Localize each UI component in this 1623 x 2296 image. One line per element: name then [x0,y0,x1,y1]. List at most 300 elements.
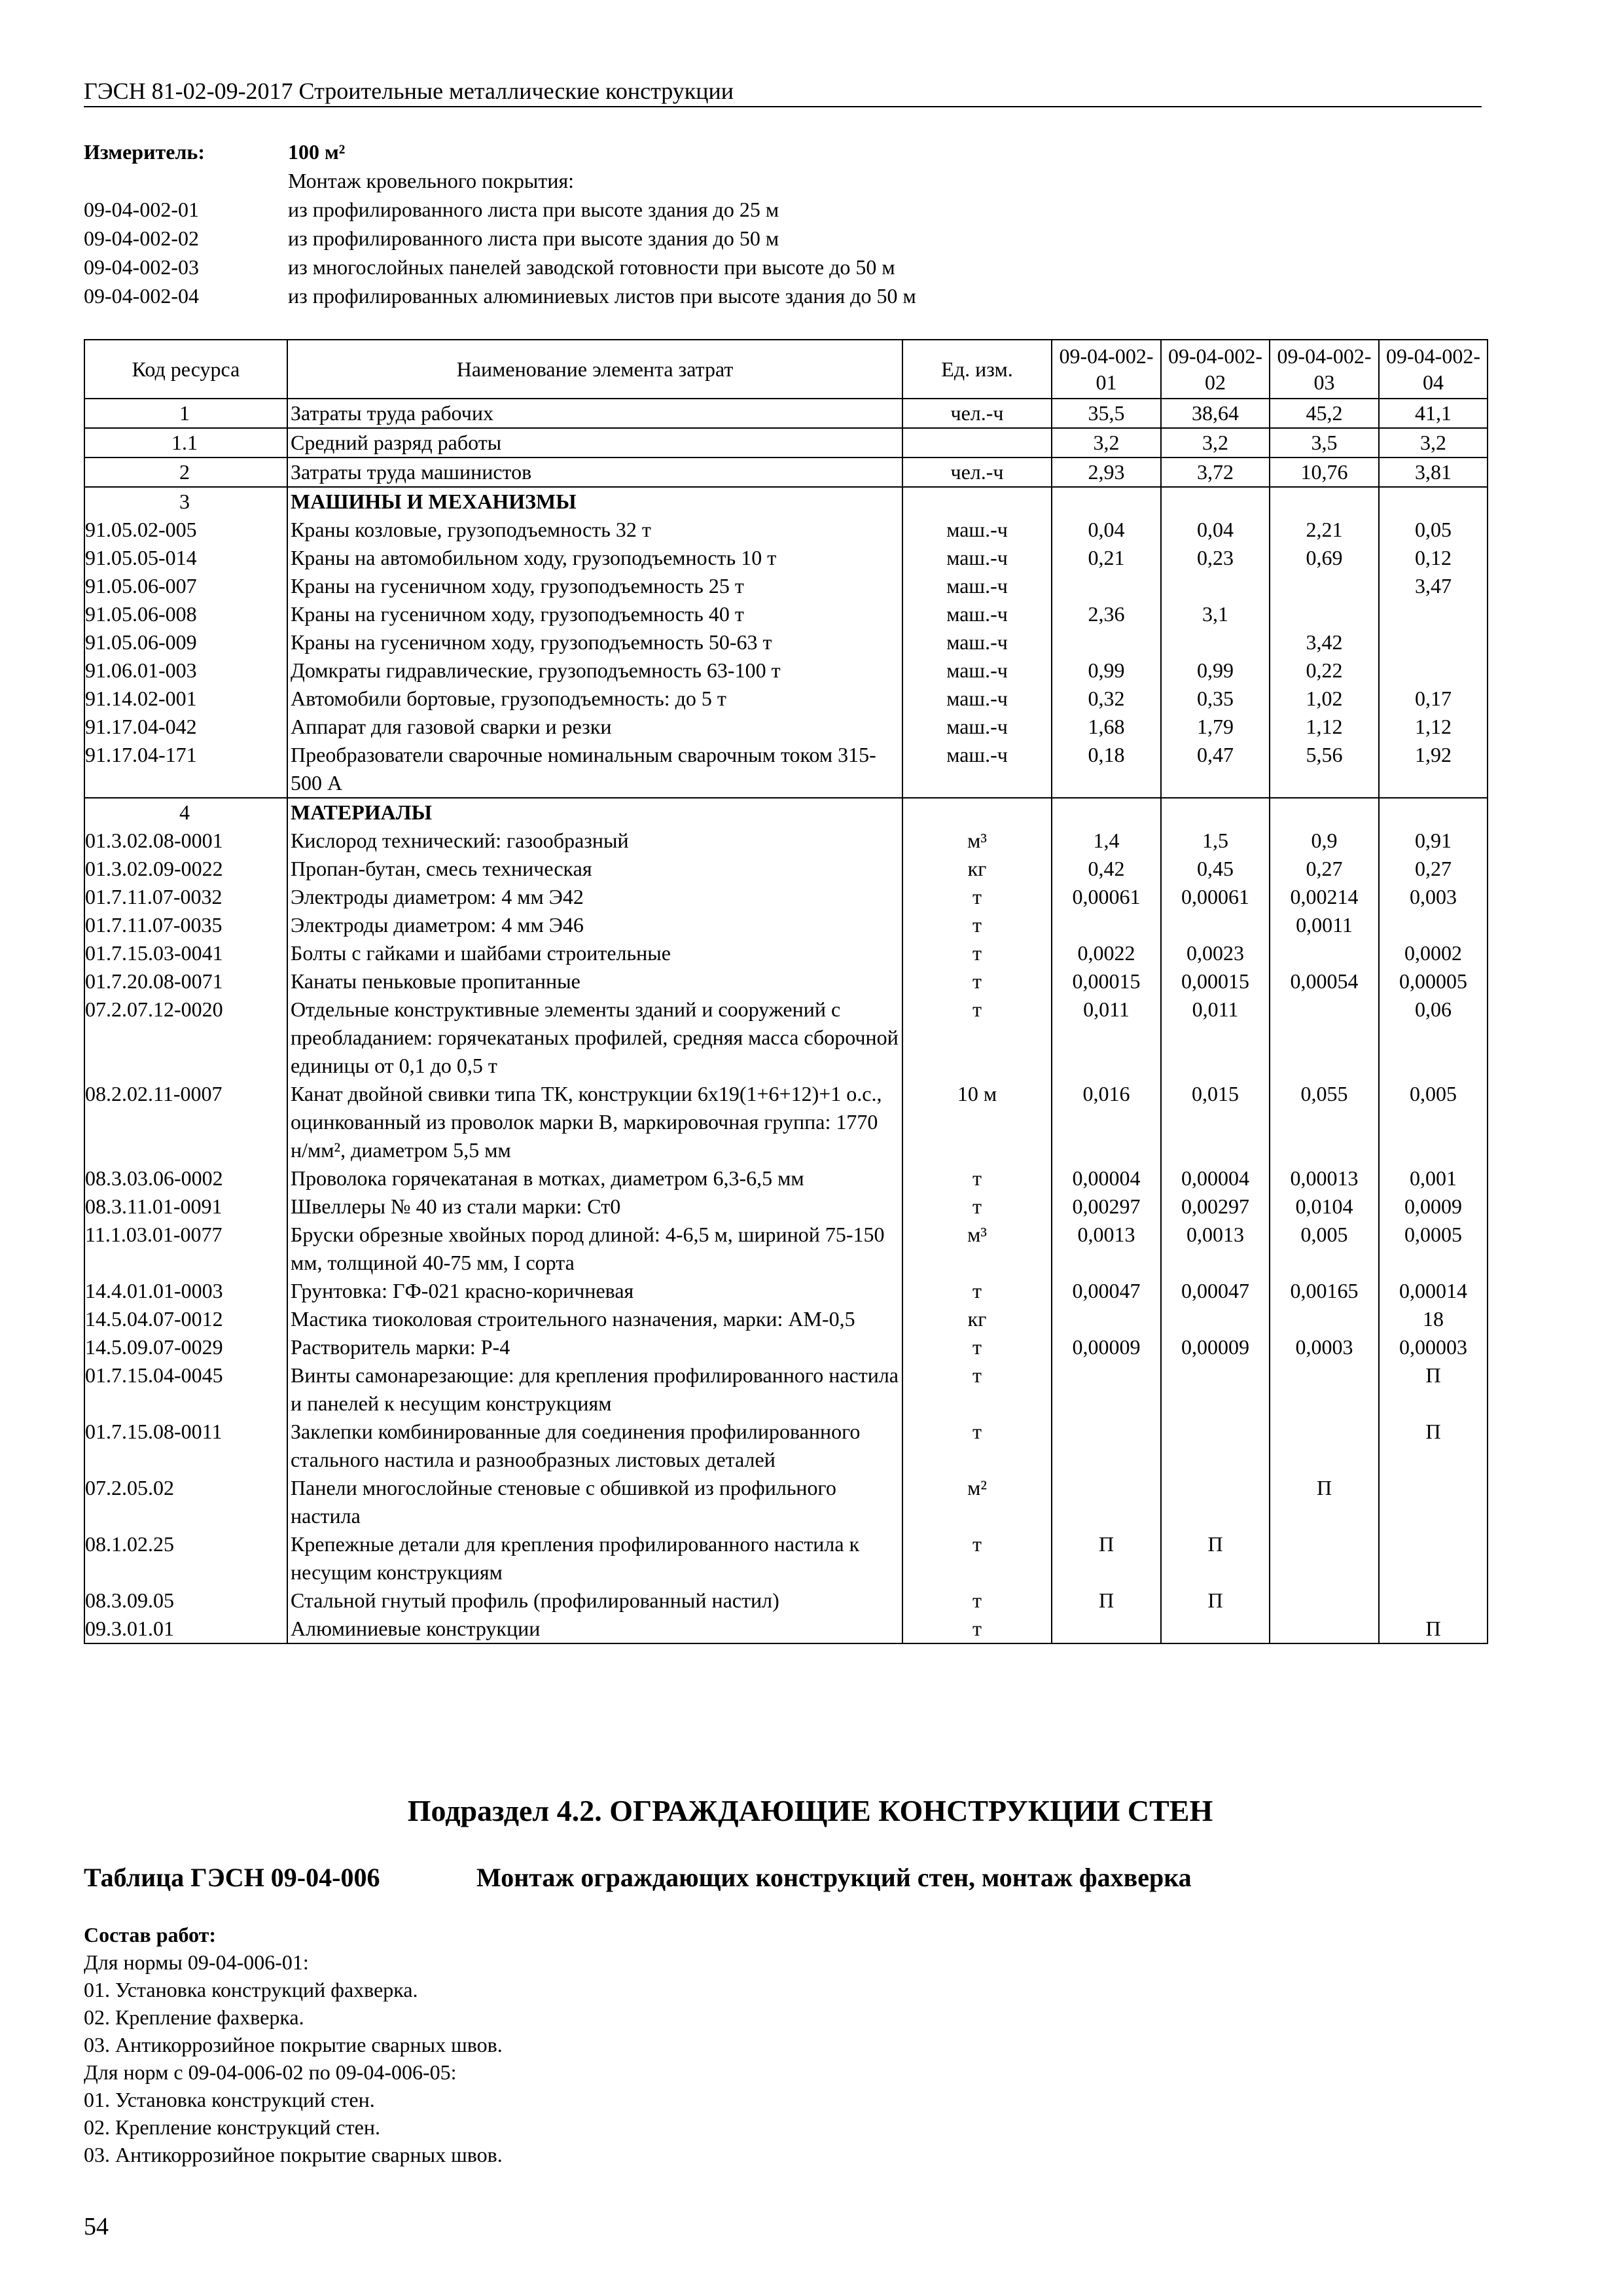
cell-unit: м³ [902,1221,1052,1277]
cell-value-norm-03 [1270,1305,1379,1333]
cell-name: Затраты труда рабочих [287,399,902,428]
cell-unit: т [902,939,1052,967]
cell-value-norm-01 [1052,1615,1161,1643]
cell-value-norm-04 [1379,656,1488,685]
cell-value-norm-02: 0,35 [1161,685,1270,713]
cell-value-norm-04 [1379,911,1488,939]
table-row [84,1615,1488,1643]
cell-value-norm-03: 5,56 [1270,741,1379,798]
cell-value-norm-04: 0,00003 [1379,1333,1488,1361]
cell-code: 3 [84,487,287,516]
cell-name: Преобразователи сварочные номинальным сварочным током 315-500 А [287,741,902,798]
cell-value-norm-01: 0,99 [1052,656,1161,685]
cell-value-norm-03: 0,0104 [1270,1193,1379,1221]
table-row [84,656,1488,685]
cell-code: 14.5.09.07-0029 [84,1333,287,1361]
col-header-unit: Ед. изм. [902,340,1052,399]
cell-value-norm-03: 0,22 [1270,656,1379,685]
cell-value-norm-04: П [1379,1615,1488,1643]
meter-item [84,195,1524,224]
cell-value-norm-04 [1379,1587,1488,1615]
cell-value-norm-01 [1052,487,1161,516]
cell-unit: м³ [902,827,1052,855]
cell-value-norm-01: 1,68 [1052,713,1161,741]
cell-name: Краны на гусеничном ходу, грузоподъемность 50-63 т [287,628,902,656]
cell-name: Крепежные детали для крепления профилированного настила к несущим конструкциям [287,1530,902,1587]
cell-value-norm-03: 10,76 [1270,457,1379,487]
cell-value-norm-04: 0,00014 [1379,1277,1488,1305]
col-header-name: Наименование элемента затрат [287,340,902,399]
cell-value-norm-03: 0,9 [1270,827,1379,855]
cell-value-norm-03: 3,5 [1270,428,1379,457]
cell-value-norm-01 [1052,1418,1161,1474]
cell-value-norm-02 [1161,1305,1270,1333]
cell-unit: маш.-ч [902,713,1052,741]
composition-line: 03. Антикоррозийное покрытие сварных швов. [84,2033,503,2056]
cell-name: Болты с гайками и шайбами строительные [287,939,902,967]
cell-value-norm-03: 0,00214 [1270,883,1379,911]
cell-name: МАТЕРИАЛЫ [287,798,902,827]
cell-value-norm-01: 0,32 [1052,685,1161,713]
cell-value-norm-03: 0,00054 [1270,967,1379,996]
cell-unit [902,428,1052,457]
composition-line: 01. Установка конструкций фахверка. [84,1978,418,2001]
cell-value-norm-01: 0,00047 [1052,1277,1161,1305]
cell-code: 09.3.01.01 [84,1615,287,1643]
cell-value-norm-01: 0,00009 [1052,1333,1161,1361]
cell-code: 07.2.07.12-0020 [84,996,287,1080]
composition-line: 03. Антикоррозийное покрытие сварных швов. [84,2143,503,2166]
cell-name: Растворитель марки: Р-4 [287,1333,902,1361]
cell-value-norm-03: 0,00165 [1270,1277,1379,1305]
cell-value-norm-01 [1052,1361,1161,1418]
cell-value-norm-02: 1,5 [1161,827,1270,855]
cell-value-norm-03 [1270,487,1379,516]
cell-value-norm-04: 0,12 [1379,544,1488,572]
table-row [84,600,1488,628]
table-row [84,967,1488,996]
cell-code: 08.1.02.25 [84,1530,287,1587]
table-row [84,798,1488,827]
table-row [84,996,1488,1080]
cell-value-norm-02: 0,011 [1161,996,1270,1080]
cell-code: 01.7.11.07-0035 [84,911,287,939]
table-row [84,428,1488,457]
cell-value-norm-02: 3,72 [1161,457,1270,487]
cell-value-norm-04: 1,92 [1379,741,1488,798]
cell-value-norm-01: 2,93 [1052,457,1161,487]
cell-value-norm-02: 0,00061 [1161,883,1270,911]
meter-item-code: 09-04-002-02 [84,226,199,250]
cell-name: Краны на гусеничном ходу, грузоподъемность 25 т [287,572,902,600]
meter-item [84,281,1524,310]
cell-unit: 10 м [902,1080,1052,1164]
cell-value-norm-03 [1270,600,1379,628]
cell-value-norm-04 [1379,798,1488,827]
cell-value-norm-02: 0,00015 [1161,967,1270,996]
cell-value-norm-04: 41,1 [1379,399,1488,428]
cell-value-norm-04: П [1379,1361,1488,1418]
cell-value-norm-01: 0,21 [1052,544,1161,572]
cell-name: Проволока горячекатаная в мотках, диаметром 6,3-6,5 мм [287,1164,902,1193]
table-row [84,1193,1488,1221]
cell-value-norm-01: 2,36 [1052,600,1161,628]
cell-name: Кислород технический: газообразный [287,827,902,855]
cell-name: Мастика тиоколовая строительного назначения, марки: АМ-0,5 [287,1305,902,1333]
cell-code: 08.3.03.06-0002 [84,1164,287,1193]
cell-value-norm-03 [1270,1418,1379,1474]
cell-value-norm-04 [1379,487,1488,516]
cell-name: Отдельные конструктивные элементы зданий и сооружений с преобладанием: горячекатаных профилей, средняя масса сборочной единицы от 0,1 до 0,5 т [287,996,902,1080]
composition-line: 02. Крепление конструкций стен. [84,2115,380,2139]
cell-unit: т [902,1615,1052,1643]
cell-value-norm-02: 0,47 [1161,741,1270,798]
cell-value-norm-03 [1270,1530,1379,1587]
cell-name: Краны козловые, грузоподъемность 32 т [287,516,902,544]
table-row [84,457,1488,487]
cell-value-norm-01: 0,18 [1052,741,1161,798]
cell-unit: т [902,1277,1052,1305]
meter-item-text: из профилированного листа при высоте здания до 25 м [288,198,779,221]
meter-row [84,166,1524,195]
cell-value-norm-04: 0,003 [1379,883,1488,911]
cell-value-norm-01 [1052,1474,1161,1530]
cell-unit: т [902,1418,1052,1474]
cell-value-norm-03: 45,2 [1270,399,1379,428]
cell-code: 2 [84,457,287,487]
cell-value-norm-02: 0,015 [1161,1080,1270,1164]
cell-value-norm-02: 38,64 [1161,399,1270,428]
cell-unit: кг [902,1305,1052,1333]
cell-value-norm-01 [1052,911,1161,939]
page-number: 54 [84,2213,109,2240]
table-row [84,399,1488,428]
table-row [84,572,1488,600]
table-row [84,1530,1488,1587]
col-header-norm-04: 09-04-002-04 [1379,340,1488,399]
table-row [84,883,1488,911]
meter-item-text: из профилированных алюминиевых листов при высоте здания до 50 м [288,284,916,308]
cell-name: Средний разряд работы [287,428,902,457]
resource-table [84,339,1488,1644]
composition-line: Для норм с 09-04-006-02 по 09-04-006-05: [84,2060,457,2084]
cell-value-norm-04: 3,47 [1379,572,1488,600]
meter-intro: Монтаж кровельного покрытия: [288,169,575,192]
col-header-norm-01: 09-04-002-01 [1052,340,1161,399]
composition-heading: Состав работ: [84,1923,217,1946]
cell-value-norm-04: 0,17 [1379,685,1488,713]
cell-unit: т [902,1193,1052,1221]
cell-code: 08.2.02.11-0007 [84,1080,287,1164]
table-name: Монтаж ограждающих конструкций стен, монтаж фахверка [476,1863,1192,1892]
cell-value-norm-01: 3,2 [1052,428,1161,457]
cell-value-norm-04 [1379,600,1488,628]
cell-value-norm-02: 1,79 [1161,713,1270,741]
table-row [84,1474,1488,1530]
cell-code: 01.3.02.08-0001 [84,827,287,855]
cell-unit: т [902,1361,1052,1418]
cell-value-norm-02 [1161,1361,1270,1418]
cell-value-norm-04: 1,12 [1379,713,1488,741]
table-row [84,1418,1488,1474]
table-row [84,827,1488,855]
cell-code: 14.5.04.07-0012 [84,1305,287,1333]
cell-unit [902,798,1052,827]
cell-value-norm-02 [1161,572,1270,600]
cell-name: Краны на гусеничном ходу, грузоподъемность 40 т [287,600,902,628]
table-row [84,1333,1488,1361]
col-header-norm-03: 09-04-002-03 [1270,340,1379,399]
table-row [84,544,1488,572]
meter-item [84,224,1524,253]
cell-value-norm-02: П [1161,1530,1270,1587]
cell-code: 01.7.15.08-0011 [84,1418,287,1474]
cell-value-norm-02: 0,23 [1161,544,1270,572]
cell-code: 91.05.02-005 [84,516,287,544]
cell-value-norm-03 [1270,939,1379,967]
cell-code: 01.7.20.08-0071 [84,967,287,996]
table-row [84,1221,1488,1277]
cell-code: 1.1 [84,428,287,457]
cell-code: 01.7.15.04-0045 [84,1361,287,1418]
cell-name: Затраты труда машинистов [287,457,902,487]
cell-value-norm-02 [1161,1615,1270,1643]
meter-label: Измеритель: [84,140,205,164]
cell-value-norm-02: 0,00009 [1161,1333,1270,1361]
cell-value-norm-01: 35,5 [1052,399,1161,428]
cell-unit: маш.-ч [902,544,1052,572]
cell-value-norm-02: 0,0013 [1161,1221,1270,1277]
cell-value-norm-03 [1270,1361,1379,1418]
cell-value-norm-01: 0,0013 [1052,1221,1161,1277]
cell-value-norm-02: 3,1 [1161,600,1270,628]
work-composition [84,1921,503,2168]
composition-lines [84,1948,503,2168]
cell-code: 91.05.05-014 [84,544,287,572]
cell-name: Домкраты гидравлические, грузоподъемность 63-100 т [287,656,902,685]
cell-value-norm-04: 0,05 [1379,516,1488,544]
cell-value-norm-01: 0,011 [1052,996,1161,1080]
cell-name: Бруски обрезные хвойных пород длиной: 4-6,5 м, шириной 75-150 мм, толщиной 40-75 мм, I сорта [287,1221,902,1277]
table-row [84,487,1488,516]
cell-code: 91.17.04-042 [84,713,287,741]
cell-value-norm-03: 1,02 [1270,685,1379,713]
cell-code: 91.06.01-003 [84,656,287,685]
cell-value-norm-01: 0,42 [1052,855,1161,883]
cell-value-norm-04: 0,0005 [1379,1221,1488,1277]
cell-name: Электроды диаметром: 4 мм Э46 [287,911,902,939]
cell-value-norm-03 [1270,1587,1379,1615]
cell-unit: маш.-ч [902,628,1052,656]
running-header [84,77,1482,107]
cell-name: Пропан-бутан, смесь техническая [287,855,902,883]
cell-name: Винты самонарезающие: для крепления профилированного настила и панелей к несущим конструкциям [287,1361,902,1418]
cell-code: 91.17.04-171 [84,741,287,798]
cell-value-norm-01 [1052,798,1161,827]
cell-value-norm-03: 1,12 [1270,713,1379,741]
cell-value-norm-03 [1270,996,1379,1080]
col-header-code: Код ресурса [84,340,287,399]
cell-name: Краны на автомобильном ходу, грузоподъемность 10 т [287,544,902,572]
table-row [84,1164,1488,1193]
table-row [84,939,1488,967]
cell-code: 08.3.11.01-0091 [84,1193,287,1221]
cell-name: МАШИНЫ И МЕХАНИЗМЫ [287,487,902,516]
cell-value-norm-04: 3,2 [1379,428,1488,457]
cell-value-norm-03: 0,27 [1270,855,1379,883]
col-header-norm-02: 09-04-002-02 [1161,340,1270,399]
meter-row [84,137,1524,166]
cell-code: 01.7.15.03-0041 [84,939,287,967]
cell-value-norm-03 [1270,1615,1379,1643]
table-row [84,685,1488,713]
table-row [84,713,1488,741]
table-row [84,855,1488,883]
cell-code: 91.14.02-001 [84,685,287,713]
cell-value-norm-02 [1161,1474,1270,1530]
table-row [84,1277,1488,1305]
table-row [84,911,1488,939]
cell-name: Автомобили бортовые, грузоподъемность: до 5 т [287,685,902,713]
cell-value-norm-04: 0,91 [1379,827,1488,855]
cell-unit: т [902,967,1052,996]
cell-unit: м² [902,1474,1052,1530]
cell-value-norm-03: 3,42 [1270,628,1379,656]
table-row [84,741,1488,798]
meter-value: 100 м² [288,140,346,164]
cell-value-norm-03: 0,69 [1270,544,1379,572]
cell-value-norm-02 [1161,911,1270,939]
cell-unit: маш.-ч [902,516,1052,544]
cell-value-norm-04: 0,06 [1379,996,1488,1080]
cell-value-norm-01 [1052,1305,1161,1333]
cell-value-norm-02 [1161,1418,1270,1474]
cell-unit [902,487,1052,516]
cell-code: 11.1.03.01-0077 [84,1221,287,1277]
cell-code: 14.4.01.01-0003 [84,1277,287,1305]
meter-items [84,195,1524,310]
meter-item-code: 09-04-002-03 [84,255,199,279]
cell-value-norm-04: 0,001 [1379,1164,1488,1193]
cell-name: Алюминиевые конструкции [287,1615,902,1643]
cell-unit: т [902,996,1052,1080]
cell-value-norm-03: 2,21 [1270,516,1379,544]
cell-value-norm-02: 0,99 [1161,656,1270,685]
cell-value-norm-03 [1270,798,1379,827]
cell-value-norm-02: 0,04 [1161,516,1270,544]
table-row [84,1080,1488,1164]
meter-item-text: из профилированного листа при высоте здания до 50 м [288,226,779,250]
subsection-title: Подраздел 4.2. ОГРАЖДАЮЩИЕ КОНСТРУКЦИИ СТЕН [407,1794,1213,1827]
cell-name: Стальной гнутый профиль (профилированный настил) [287,1587,902,1615]
cell-unit: маш.-ч [902,572,1052,600]
cell-value-norm-01: 0,016 [1052,1080,1161,1164]
table-row [84,1305,1488,1333]
meter-item-text: из многослойных панелей заводской готовности при высоте до 50 м [288,255,895,279]
cell-unit: т [902,1164,1052,1193]
cell-value-norm-04 [1379,628,1488,656]
cell-name: Заклепки комбинированные для соединения профилированного стального настила и разнообразных листовых деталей [287,1418,902,1474]
cell-value-norm-01: 0,00015 [1052,967,1161,996]
cell-value-norm-02: 0,00297 [1161,1193,1270,1221]
composition-line: 02. Крепление фахверка. [84,2005,304,2029]
cell-value-norm-02: 0,45 [1161,855,1270,883]
cell-unit: т [902,883,1052,911]
cell-code: 1 [84,399,287,428]
cell-value-norm-04: 0,27 [1379,855,1488,883]
cell-value-norm-01: 1,4 [1052,827,1161,855]
cell-value-norm-02: 3,2 [1161,428,1270,457]
cell-value-norm-02: 0,0023 [1161,939,1270,967]
table-body [84,399,1488,1643]
table-row [84,516,1488,544]
cell-unit: маш.-ч [902,600,1052,628]
cell-unit: маш.-ч [902,656,1052,685]
cell-name: Панели многослойные стеновые с обшивкой из профильного настила [287,1474,902,1530]
cell-value-norm-02 [1161,628,1270,656]
cell-unit: маш.-ч [902,741,1052,798]
cell-value-norm-03: П [1270,1474,1379,1530]
cell-value-norm-01: 0,00297 [1052,1193,1161,1221]
cell-value-norm-04: 3,81 [1379,457,1488,487]
table-row [84,1587,1488,1615]
cell-value-norm-01 [1052,572,1161,600]
cell-name: Грунтовка: ГФ-021 красно-коричневая [287,1277,902,1305]
cell-value-norm-03: 0,055 [1270,1080,1379,1164]
cell-unit: т [902,1587,1052,1615]
cell-value-norm-03: 0,00013 [1270,1164,1379,1193]
cell-code: 4 [84,798,287,827]
cell-unit: чел.-ч [902,457,1052,487]
cell-value-norm-01: 0,04 [1052,516,1161,544]
cell-value-norm-01: 0,00004 [1052,1164,1161,1193]
cell-code: 07.2.05.02 [84,1474,287,1530]
cell-code: 91.05.06-008 [84,600,287,628]
table-number: Таблица ГЭСН 09-04-006 [84,1863,380,1892]
cell-value-norm-02: П [1161,1587,1270,1615]
table-header-row [84,340,1488,399]
cell-value-norm-04: П [1379,1418,1488,1474]
composition-line: Для нормы 09-04-006-01: [84,1950,309,1974]
cell-name: Швеллеры № 40 из стали марки: Ст0 [287,1193,902,1221]
cell-value-norm-04: 0,00005 [1379,967,1488,996]
cell-unit: чел.-ч [902,399,1052,428]
cell-value-norm-03 [1270,572,1379,600]
cell-unit: т [902,1530,1052,1587]
cell-code: 91.05.06-007 [84,572,287,600]
meter-block [84,137,1524,310]
cell-value-norm-03: 0,0011 [1270,911,1379,939]
cell-value-norm-03: 0,0003 [1270,1333,1379,1361]
composition-line: 01. Установка конструкций стен. [84,2088,375,2111]
cell-value-norm-02: 0,00004 [1161,1164,1270,1193]
cell-code: 91.05.06-009 [84,628,287,656]
cell-code: 01.3.02.09-0022 [84,855,287,883]
cell-value-norm-04: 18 [1379,1305,1488,1333]
cell-unit: маш.-ч [902,685,1052,713]
cell-name: Канат двойной свивки типа ТК, конструкции 6х19(1+6+12)+1 о.с., оцинкованный из проволок марки В, маркировочная группа: 1770 н/мм², диаметром 5,5 мм [287,1080,902,1164]
cell-name: Канаты пеньковые пропитанные [287,967,902,996]
cell-code: 08.3.09.05 [84,1587,287,1615]
cell-value-norm-02 [1161,487,1270,516]
meter-item-code: 09-04-002-04 [84,284,199,308]
meter-item [84,253,1524,281]
cell-value-norm-02: 0,00047 [1161,1277,1270,1305]
cell-unit: кг [902,855,1052,883]
table-title [84,1862,1192,1893]
cell-value-norm-04 [1379,1474,1488,1530]
cell-value-norm-01: 0,0022 [1052,939,1161,967]
